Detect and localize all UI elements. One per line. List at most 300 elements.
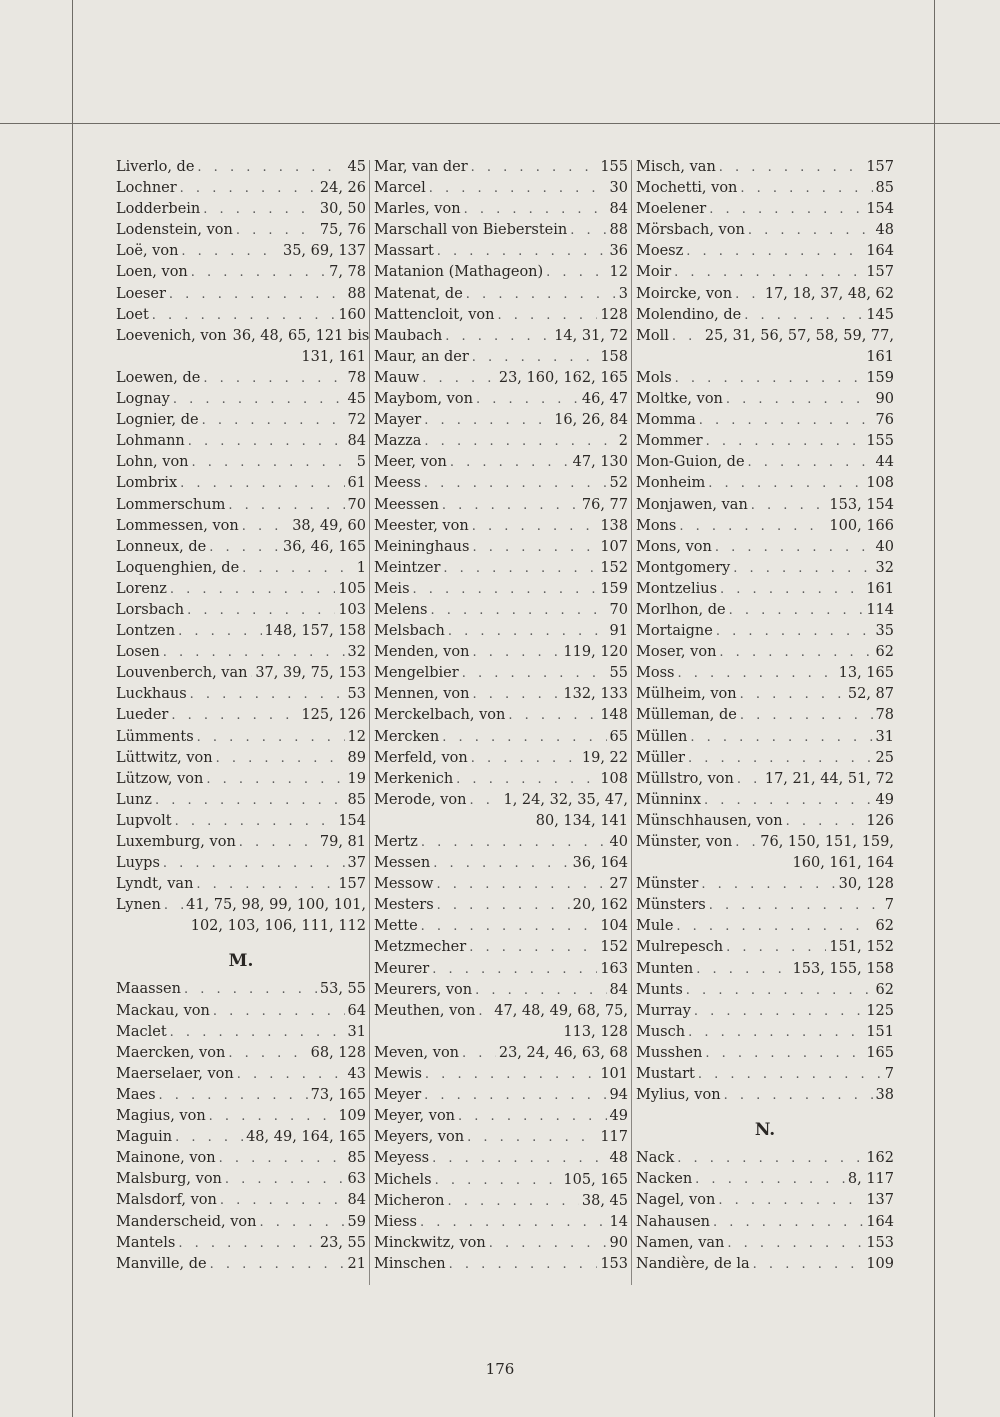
leader-dots — [159, 1085, 308, 1106]
entry-pages: 61 — [347, 475, 366, 492]
leader-dots — [705, 1043, 863, 1064]
entry-pages: 62 — [875, 644, 894, 661]
entry-pages: 84 — [609, 201, 628, 218]
entry-name: Meintzer — [374, 559, 441, 576]
index-entry — [116, 853, 366, 874]
index-entry — [116, 748, 366, 769]
leader-dots — [508, 705, 597, 726]
entry-name: Lüttwitz, von — [116, 749, 213, 766]
leader-dots — [192, 452, 354, 473]
entry-pages: 157 — [866, 159, 894, 175]
entry-name: Lorsbach — [116, 601, 185, 618]
leader-dots — [420, 1212, 607, 1233]
entry-name: Luxemburg, von — [116, 834, 236, 850]
index-entry — [374, 262, 628, 283]
leader-dots — [209, 1106, 336, 1127]
leader-dots — [421, 832, 607, 853]
index-entry — [636, 874, 894, 895]
entry-pages: 101 — [600, 1066, 628, 1083]
leader-dots — [442, 495, 579, 516]
leader-dots — [674, 262, 863, 283]
entry-name: Melsbach — [374, 623, 445, 640]
index-entry — [636, 727, 894, 748]
entry-name: Mengelbier — [374, 665, 459, 682]
leader-dots — [216, 748, 345, 769]
entry-name: Metzmecher — [374, 939, 467, 956]
entry-pages: 59 — [347, 1213, 366, 1230]
entry-name: Misch, van — [636, 159, 716, 175]
entry-name: Maassen — [116, 981, 181, 998]
entry-name: Manderscheid, von — [116, 1213, 257, 1230]
entry-pages: 55 — [609, 665, 628, 682]
index-entry — [636, 1148, 894, 1169]
entry-pages: 159 — [866, 369, 894, 386]
entry-name: Mauw — [374, 369, 420, 386]
entry-pages: 40 — [609, 834, 628, 850]
index-entry — [116, 473, 366, 494]
entry-pages: 7 — [884, 1066, 894, 1083]
index-entry — [116, 452, 366, 473]
leader-dots — [740, 178, 872, 199]
entry-pages: 47, 48, 49, 68, 75, — [494, 1002, 628, 1019]
entry-pages: 53 — [347, 686, 366, 703]
entry-name: Minschen — [374, 1255, 446, 1272]
index-entry — [116, 1022, 366, 1043]
index-entry — [374, 748, 628, 769]
leader-dots — [740, 684, 845, 705]
entry-name: Meyer — [374, 1087, 422, 1104]
entry-name: Moser, von — [636, 644, 717, 661]
leader-dots — [197, 727, 345, 748]
entry-name: Lorenz — [116, 580, 167, 597]
index-entry — [116, 431, 366, 452]
leader-dots — [445, 326, 551, 347]
leader-dots — [709, 895, 882, 916]
entry-pages: 158 — [600, 348, 628, 365]
entry-name: Maybom, von — [374, 391, 473, 408]
entry-name: Marcel — [374, 180, 426, 197]
entry-pages: 155 — [866, 433, 894, 450]
entry-name: Müller — [636, 749, 685, 766]
leader-dots — [449, 1254, 598, 1275]
index-entry — [374, 1212, 628, 1233]
entry-pages: 48, 49, 164, 165 — [246, 1129, 366, 1146]
index-entry — [116, 727, 366, 748]
entry-name: Montgomery — [636, 559, 731, 576]
frame-right-line — [934, 0, 935, 1417]
entry-name: Lynen — [116, 897, 161, 914]
entry-name: Malsburg, von — [116, 1171, 222, 1188]
index-entry — [116, 1148, 366, 1169]
index-entry — [374, 579, 628, 600]
index-entry — [116, 621, 366, 642]
leader-dots — [672, 326, 702, 347]
index-entry — [636, 558, 894, 579]
entry-pages: 68, 128 — [310, 1044, 366, 1061]
entry-pages: 105, 165 — [563, 1171, 628, 1188]
entry-pages: 7, 78 — [329, 264, 366, 281]
leader-dots — [716, 621, 873, 642]
entry-name: Mertz — [374, 834, 418, 850]
leader-dots — [188, 431, 345, 452]
leader-dots — [471, 748, 579, 769]
entry-name: Minckwitz, von — [374, 1234, 486, 1251]
leader-dots — [469, 790, 500, 811]
entry-pages: 21 — [347, 1255, 366, 1272]
entry-name: Lueder — [116, 707, 169, 724]
entry-name: Moss — [636, 665, 675, 682]
entry-pages: 84 — [347, 1192, 366, 1209]
entry-pages: 125, 126 — [301, 707, 366, 724]
index-entry — [116, 220, 366, 241]
leader-dots — [260, 1212, 345, 1233]
index-entry — [116, 769, 366, 790]
entry-name: Morlhon, de — [636, 601, 726, 618]
index-entry — [374, 790, 628, 811]
entry-pages: 88 — [609, 222, 628, 239]
leader-dots — [733, 558, 872, 579]
entry-pages: 44 — [875, 454, 894, 471]
leader-dots — [429, 178, 607, 199]
index-entry — [636, 790, 894, 811]
index-entry — [374, 832, 628, 853]
index-entry — [636, 600, 894, 621]
entry-name: Munts — [636, 981, 683, 998]
leader-dots — [690, 727, 872, 748]
entry-pages: 62 — [875, 981, 894, 998]
entry-name: Lunz — [116, 791, 152, 808]
leader-dots — [219, 1148, 345, 1169]
entry-name: Loë, von — [116, 243, 179, 260]
entry-pages: 164 — [866, 1213, 894, 1230]
index-entry — [116, 389, 366, 410]
entry-pages: 152 — [600, 939, 628, 956]
entry-name: Lommessen, von — [116, 517, 239, 534]
leader-dots — [726, 937, 826, 958]
leader-dots — [720, 579, 863, 600]
leader-dots — [242, 558, 354, 579]
index-entry — [116, 1064, 366, 1085]
index-entry — [374, 1064, 628, 1085]
entry-name: Mesters — [374, 897, 434, 914]
entry-pages-continued: 161 — [866, 348, 894, 365]
entry-pages: 76 — [875, 412, 894, 429]
entry-name: Lontzen — [116, 623, 176, 640]
index-entry — [374, 1127, 628, 1148]
index-entry — [374, 1043, 628, 1064]
entry-name: Maur, an der — [374, 348, 469, 365]
entry-name: Münschhausen, von — [636, 812, 783, 829]
entry-name: Meurers, von — [374, 981, 473, 998]
index-entry — [374, 1085, 628, 1106]
entry-name: Luyps — [116, 855, 160, 872]
leader-dots — [469, 937, 597, 958]
leader-dots — [433, 853, 569, 874]
leader-dots — [744, 305, 863, 326]
entry-name: Moltke, von — [636, 391, 723, 408]
entry-name: Meyers, von — [374, 1129, 465, 1146]
index-entry — [116, 1254, 366, 1275]
leader-dots — [178, 621, 261, 642]
leader-dots — [786, 811, 864, 832]
entry-pages: 46, 47 — [581, 391, 628, 408]
entry-pages: 48 — [609, 1150, 628, 1167]
entry-pages: 151, 152 — [829, 939, 894, 956]
entry-name: Müllen — [636, 728, 688, 745]
leader-dots — [209, 537, 280, 558]
leader-dots — [155, 790, 345, 811]
entry-pages: 84 — [609, 981, 628, 998]
index-entry — [116, 1233, 366, 1254]
entry-pages: 23, 55 — [319, 1234, 366, 1251]
page-number: 176 — [485, 1360, 515, 1378]
index-entry — [116, 241, 366, 262]
entry-name: Mulrepesch — [636, 939, 724, 956]
entry-pages: 108 — [866, 475, 894, 492]
entry-pages: 164 — [866, 243, 894, 260]
entry-name: Losen — [116, 644, 160, 661]
leader-dots — [424, 410, 551, 431]
leader-dots — [706, 431, 864, 452]
entry-pages: 94 — [609, 1087, 628, 1104]
entry-pages: 159 — [600, 580, 628, 597]
entry-name: Meuthen, von — [374, 1002, 476, 1019]
entry-pages: 85 — [875, 180, 894, 197]
leader-dots — [163, 642, 345, 663]
index-entry — [116, 537, 366, 558]
entry-name: Lochner — [116, 180, 177, 197]
entry-pages: 103 — [338, 601, 366, 618]
entry-pages: 37 — [347, 855, 366, 872]
index-entry — [636, 1254, 894, 1275]
entry-name: Louvenberch, van — [116, 665, 248, 682]
index-entry — [636, 516, 894, 537]
entry-pages: 153 — [866, 1234, 894, 1251]
index-entry — [116, 579, 366, 600]
leader-dots — [679, 516, 826, 537]
index-entry — [116, 1085, 366, 1106]
entry-name: Nahausen — [636, 1213, 711, 1230]
index-entry — [374, 684, 628, 705]
entry-pages: 108 — [600, 770, 628, 787]
entry-pages: 38, 49, 60 — [292, 517, 366, 534]
index-entry — [374, 1254, 628, 1275]
entry-pages: 17, 21, 44, 51, 72 — [764, 770, 894, 787]
entry-name: Lümments — [116, 728, 194, 745]
leader-dots — [729, 600, 864, 621]
index-entry — [374, 980, 628, 1001]
leader-dots — [472, 516, 598, 537]
entry-name: Lützow, von — [116, 770, 204, 787]
entry-pages: 63 — [347, 1171, 366, 1188]
index-entry — [374, 916, 628, 937]
leader-dots — [202, 410, 345, 431]
leader-dots — [473, 684, 561, 705]
index-entry — [116, 642, 366, 663]
leader-dots — [696, 959, 789, 980]
entry-name: Münninx — [636, 791, 702, 808]
entry-name: Münster, von — [636, 834, 733, 850]
index-entry — [374, 495, 628, 516]
leader-dots — [456, 769, 597, 790]
leader-dots — [727, 1233, 863, 1254]
entry-name: Meer, von — [374, 454, 447, 471]
index-entry — [374, 1106, 628, 1127]
entry-pages: 151 — [866, 1023, 894, 1040]
entry-name: Micheron — [374, 1192, 445, 1209]
section-letter-heading: N. — [754, 1120, 776, 1141]
leader-dots — [748, 452, 873, 473]
entry-name: Musch — [636, 1023, 686, 1040]
entry-pages: 52, 87 — [847, 686, 894, 703]
leader-dots — [570, 220, 606, 241]
entry-pages: 49 — [875, 791, 894, 808]
entry-pages: 154 — [866, 201, 894, 218]
index-entry — [636, 769, 894, 790]
leader-dots — [424, 1085, 606, 1106]
index-entry — [636, 705, 894, 726]
entry-pages: 76, 150, 151, 159, — [760, 834, 894, 850]
leader-dots — [748, 220, 873, 241]
entry-pages: 5 — [356, 454, 366, 471]
index-entry — [374, 347, 628, 368]
entry-pages: 25 — [875, 749, 894, 766]
leader-dots — [498, 305, 598, 326]
entry-name: Meininghaus — [374, 538, 470, 555]
leader-dots — [242, 516, 289, 537]
entry-pages: 73, 165 — [310, 1086, 366, 1103]
leader-dots — [726, 389, 873, 410]
index-entry — [374, 178, 628, 199]
leader-dots — [203, 368, 344, 389]
entry-pages: 8, 117 — [847, 1171, 894, 1188]
entry-pages: 62 — [875, 918, 894, 935]
entry-pages: 38, 45 — [581, 1192, 628, 1209]
index-entry — [374, 284, 628, 305]
entry-pages: 153, 154 — [829, 496, 894, 513]
entry-name: Molendino, de — [636, 306, 742, 323]
index-entry — [636, 452, 894, 473]
entry-name: Mons, von — [636, 538, 712, 555]
entry-name: Monjawen, van — [636, 496, 748, 513]
entry-pages: 104 — [600, 918, 628, 935]
leader-dots — [478, 1001, 491, 1022]
index-entry — [116, 1106, 366, 1127]
entry-pages: 36, 48, 65, 121 bis — [232, 327, 370, 344]
index-entry — [636, 1233, 894, 1254]
entry-name: Marles, von — [374, 201, 461, 218]
entry-name: Meess — [374, 475, 421, 492]
index-entry — [116, 326, 370, 347]
index-entry — [636, 473, 894, 494]
index-entry — [636, 368, 894, 389]
leader-dots — [719, 157, 864, 178]
entry-name: Loeser — [116, 285, 166, 302]
entry-name: Meessen — [374, 496, 439, 513]
entry-pages: 100, 166 — [829, 517, 894, 534]
entry-pages: 19, 22 — [581, 749, 628, 766]
leader-dots — [450, 452, 570, 473]
entry-name: Mayer — [374, 412, 422, 429]
index-entry — [116, 790, 366, 811]
leader-dots — [698, 1064, 882, 1085]
leader-dots — [239, 832, 317, 853]
index-entry — [374, 769, 628, 790]
index-entry — [374, 1001, 628, 1022]
entry-pages: 45 — [347, 391, 366, 408]
index-entry — [374, 389, 628, 410]
entry-pages: 24, 26 — [319, 180, 366, 197]
entry-name: Loet — [116, 306, 149, 323]
frame-left-line — [72, 0, 73, 1417]
entry-pages: 31 — [347, 1023, 366, 1040]
entry-pages: 31 — [875, 728, 894, 745]
frame-top-line — [0, 123, 1000, 124]
leader-dots — [466, 284, 616, 305]
entry-pages: 30, 128 — [838, 876, 894, 893]
index-entry — [374, 1170, 628, 1191]
leader-dots — [709, 199, 863, 220]
index-entry — [116, 1001, 366, 1022]
leader-dots — [181, 241, 280, 262]
leader-dots — [476, 389, 579, 410]
leader-dots — [180, 178, 317, 199]
index-entry — [374, 452, 628, 473]
leader-dots — [236, 220, 317, 241]
entry-name: Mainone, von — [116, 1150, 216, 1167]
entry-name: Marschall von Bieberstein — [374, 222, 568, 239]
entry-pages: 114 — [866, 601, 894, 618]
entry-name: Lodderbein — [116, 201, 201, 218]
entry-pages: 137 — [866, 1192, 894, 1209]
index-entry — [374, 621, 628, 642]
entry-name: Matenat, de — [374, 285, 463, 302]
index-entry — [636, 326, 894, 347]
index-entry — [636, 220, 894, 241]
entry-pages: 19 — [347, 770, 366, 787]
entry-pages: 132, 133 — [563, 686, 628, 703]
leader-dots — [422, 368, 496, 389]
entry-pages: 12 — [609, 264, 628, 281]
entry-name: Malsdorf, von — [116, 1192, 217, 1209]
entry-pages: 47, 130 — [572, 454, 628, 471]
index-entry — [636, 305, 894, 326]
column-divider-1 — [369, 160, 370, 1285]
leader-dots — [225, 1169, 345, 1190]
leader-dots — [686, 980, 873, 1001]
index-entry — [374, 663, 628, 684]
index-entry — [374, 516, 628, 537]
entry-name: Mons — [636, 517, 677, 534]
index-entry — [116, 1190, 366, 1211]
index-entry — [116, 368, 366, 389]
leader-dots — [435, 1170, 561, 1191]
entry-pages: 84 — [347, 433, 366, 450]
leader-dots — [436, 874, 606, 895]
entry-name: Lognier, de — [116, 412, 199, 429]
index-entry — [116, 262, 366, 283]
entry-name: Menden, von — [374, 644, 470, 661]
leader-dots — [704, 790, 873, 811]
entry-pages: 165 — [866, 1044, 894, 1061]
entry-name: Melens — [374, 601, 428, 618]
leader-dots — [489, 1233, 607, 1254]
index-entry — [116, 705, 366, 726]
entry-pages: 32 — [875, 559, 894, 576]
leader-dots — [546, 262, 606, 283]
entry-name: Loen, von — [116, 264, 188, 281]
entry-name: Michels — [374, 1171, 432, 1188]
